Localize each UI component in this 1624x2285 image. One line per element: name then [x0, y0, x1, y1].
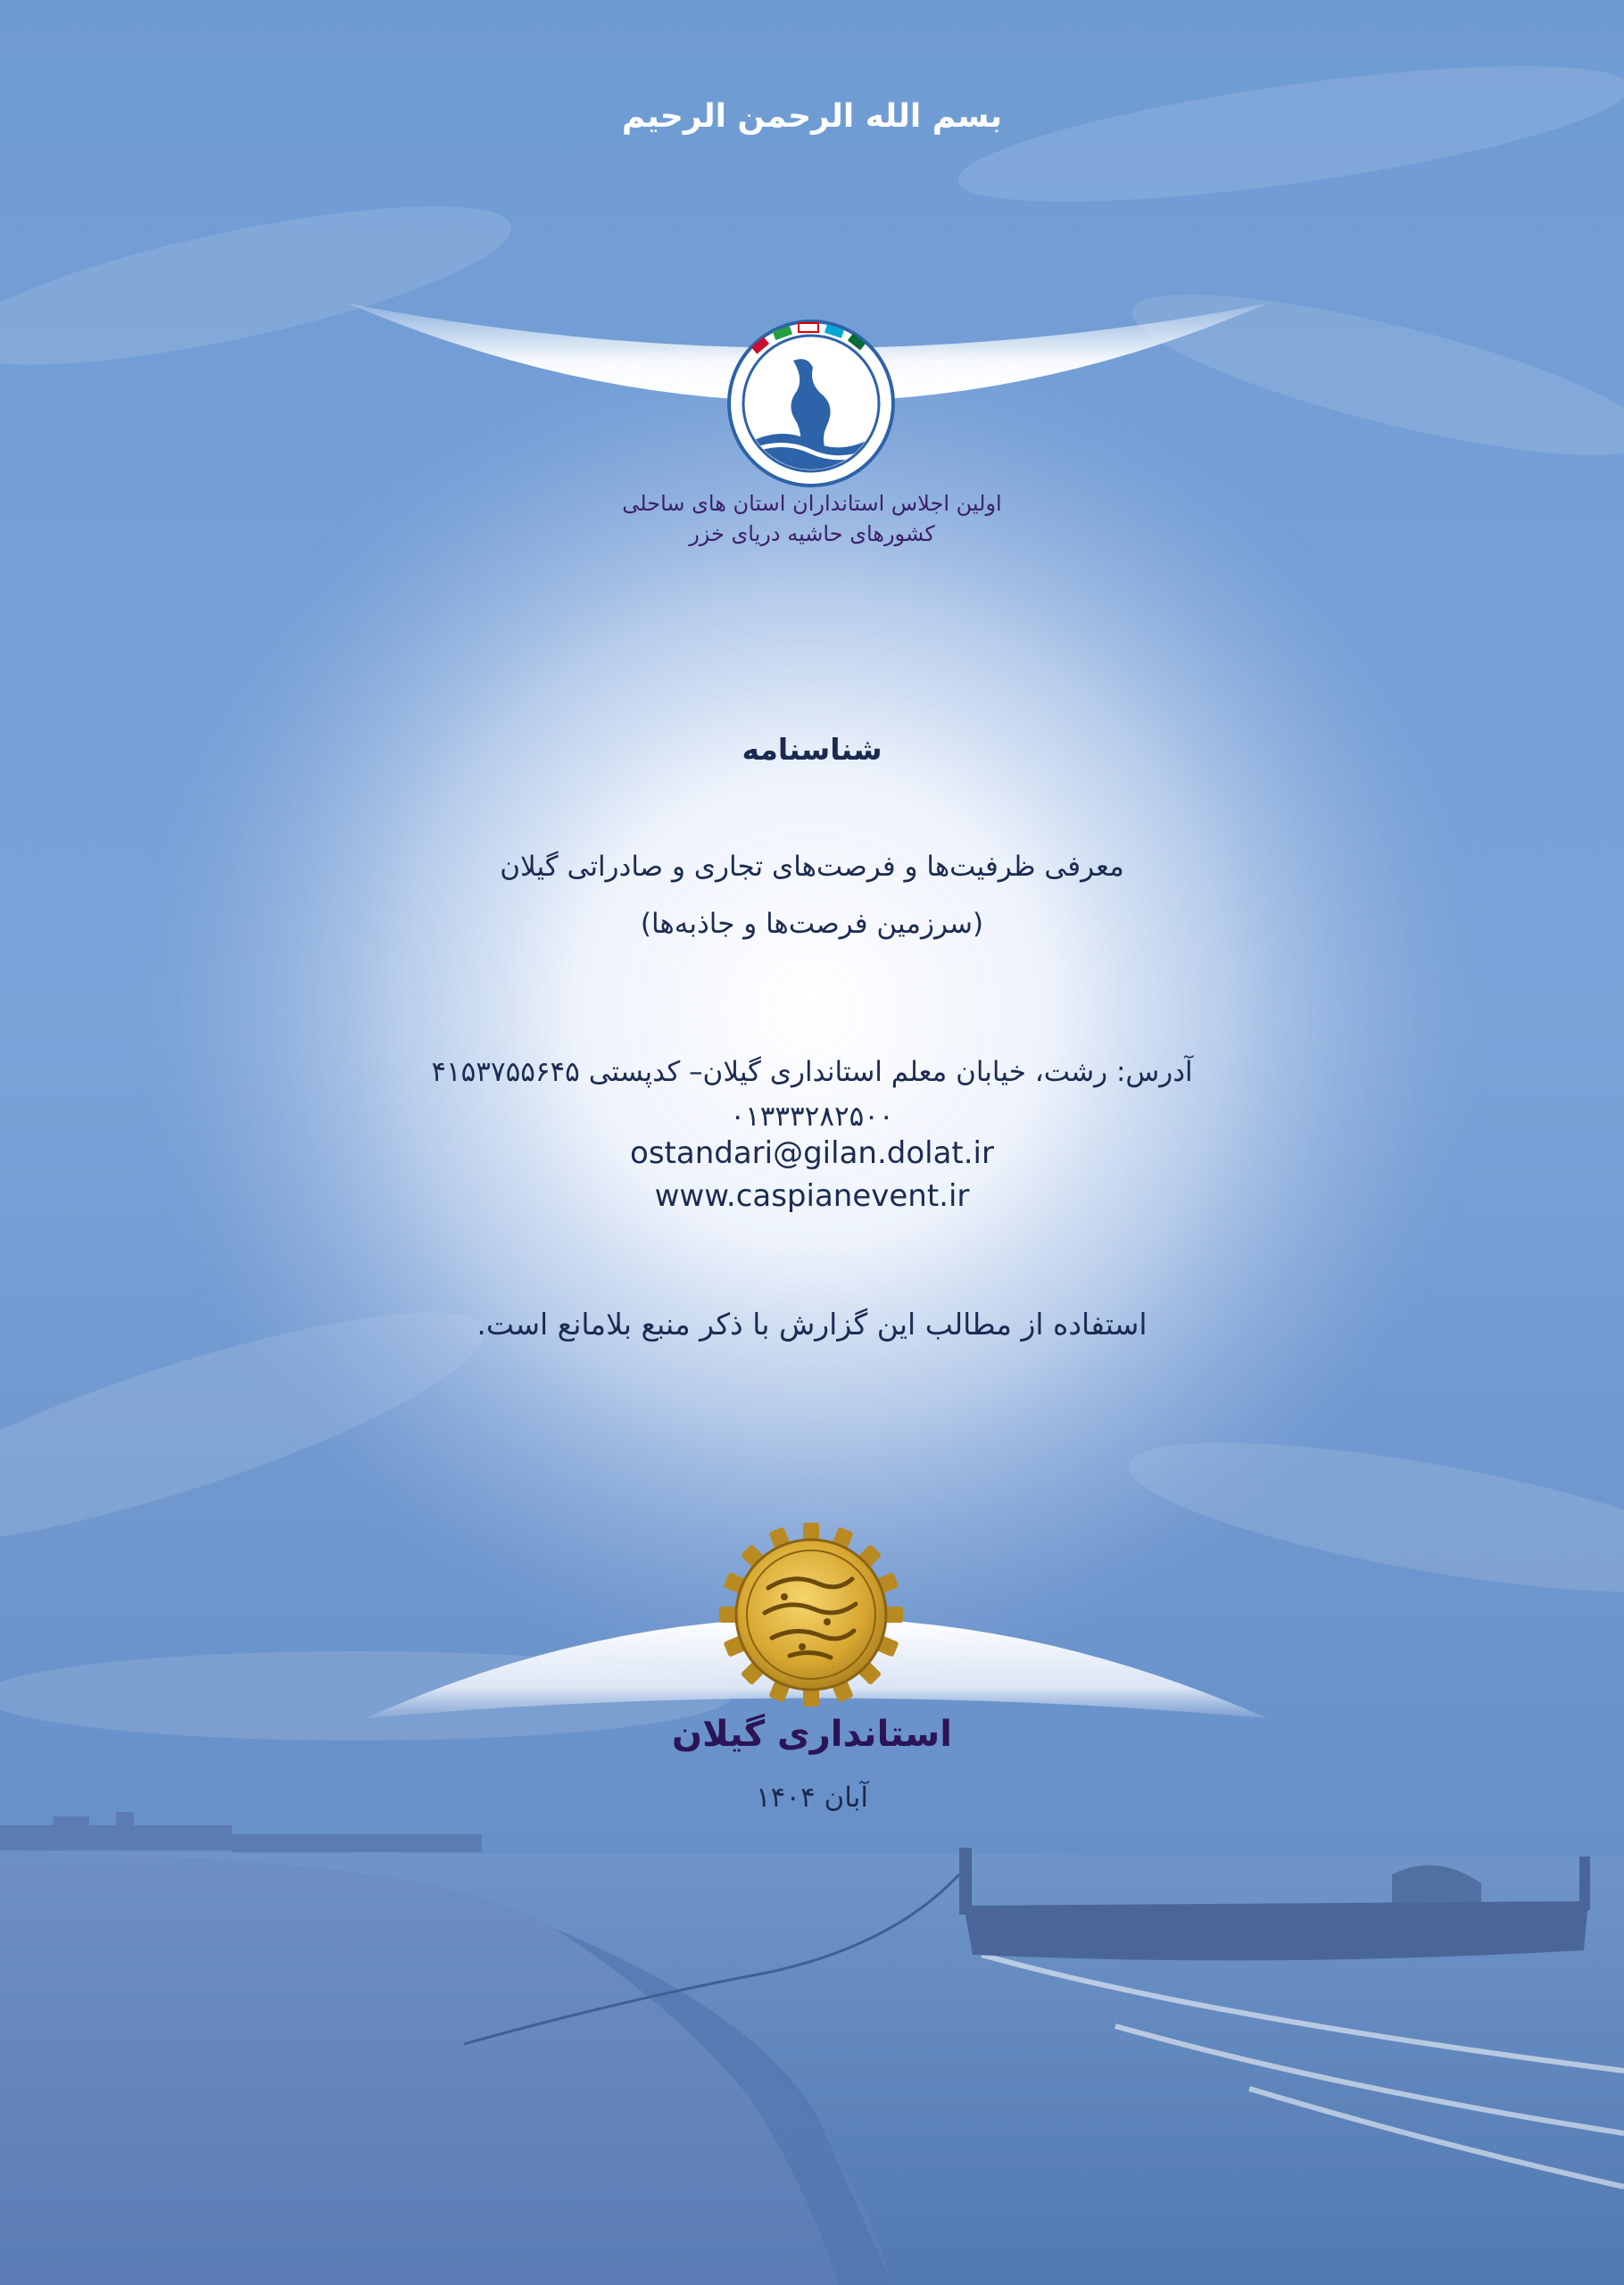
forum-emblem-logo	[727, 320, 895, 487]
email-address[interactable]: ostandari@gilan.dolat.ir	[630, 1135, 994, 1171]
usage-note: استفاده از مطالب این گزارش با ذکر منبع بلامانع است.	[476, 1307, 1148, 1342]
report-subtitle: (سرزمین فرصت‌ها و جاذبه‌ها)	[640, 908, 984, 940]
forum-title-line2: کشورهای حاشیه دریای خزر	[689, 521, 935, 546]
website-link[interactable]: www.caspianevent.ir	[654, 1178, 970, 1214]
address: آدرس: رشت، خیابان معلم استانداری گیلان– کدپستی ۴۱۵۳۷۵۵۶۴۵	[431, 1056, 1193, 1088]
forum-title-line1: اولین اجلاس استانداران استان های ساحلی	[622, 491, 1002, 516]
colophon-heading: شناسنامه	[742, 732, 882, 767]
publication-date: آبان ۱۴۰۴	[756, 1782, 868, 1814]
phone-number: ۰۱۳۳۳۲۸۲۵۰۰	[730, 1101, 894, 1133]
organization-name: استانداری گیلان	[672, 1714, 952, 1755]
basmala: بسم الله الرحمن الرحیم	[621, 98, 1003, 135]
forum-title	[0, 488, 1624, 549]
gold-seal-icon	[719, 1523, 903, 1707]
report-title: معرفی ظرفیت‌ها و فرصت‌های تجاری و صادراتی گیلان	[500, 851, 1124, 883]
